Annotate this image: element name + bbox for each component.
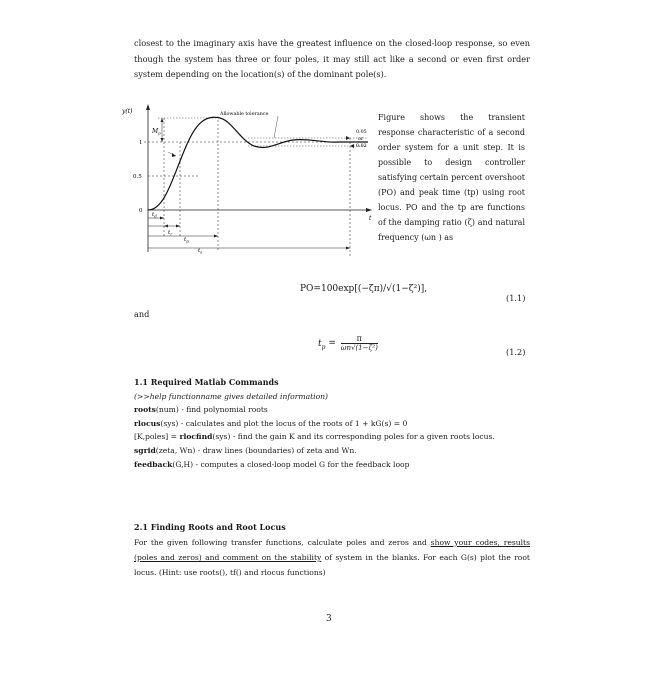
ts-label: $t_s$ bbox=[198, 248, 203, 255]
level-1-label: 1 bbox=[139, 140, 143, 146]
step-response-curve bbox=[148, 117, 368, 210]
tol-005: 0.05 bbox=[356, 130, 367, 135]
and-text: and bbox=[134, 309, 150, 319]
intro-paragraph: closest to the imaginary axis have the greatest influence on the closed-loop response, so even though the system has three or four poles, it may still act like a second or even first order system depending on the location(s) of the dominant pole(s). bbox=[134, 38, 530, 79]
section-2-1-body: For the given following transfer functions, calculate poles and zeros and show your codes, results (poles and zeros) and comment on the stability of system in the blanks. For each G(s) plot the root locus. (Hint: use roots(), tf() and rlocus functions) bbox=[134, 538, 530, 577]
equation-1-1-number: (1.1) bbox=[506, 293, 526, 303]
page-number: 3 bbox=[326, 614, 332, 624]
tp-label: $t_p$ bbox=[184, 237, 189, 244]
cmd-rlocfind: [K,poles] = rlocfind(sys) - find the gain K and its corresponding poles for a given roots locus. bbox=[134, 432, 495, 442]
step-response-figure bbox=[122, 102, 373, 262]
y-axis-label: y(t) bbox=[122, 108, 133, 115]
t-axis-label: t bbox=[369, 215, 372, 222]
mp-label: $M_p$ bbox=[152, 128, 161, 136]
section-required-commands bbox=[134, 376, 534, 471]
equation-1-1: PO=100exp[(−ζπ)/√(1−ζ²)], bbox=[300, 284, 428, 294]
tol-or: or bbox=[358, 137, 364, 142]
equation-1-2: $t_p$ = $\frac{\pi}{\text{ωn√(1−ζ²)}}$ bbox=[318, 334, 378, 352]
tol-002: 0.02 bbox=[356, 144, 367, 149]
cmd-rlocus: rlocus(sys) - calculates and plot the locus of the roots of 1 + kG(s) = 0 bbox=[134, 418, 408, 428]
allowable-tolerance-label: Allowable tolerance bbox=[220, 112, 269, 117]
section-2-1-title: 2.1 Finding Roots and Root Locus bbox=[134, 522, 286, 532]
cmd-sgrid: sgrid(zeta, Wn) - draw lines (boundaries) of zeta and Wn. bbox=[134, 445, 357, 455]
cmd-roots: roots(num) - find polynomial roots bbox=[134, 405, 268, 415]
section-1-1-title: 1.1 Required Matlab Commands bbox=[134, 377, 279, 387]
cmd-feedback: feedback(G,H) - computes a closed-loop model G for the feedback loop bbox=[134, 459, 410, 469]
level-0-label: 0 bbox=[139, 208, 143, 214]
section-roots-locus bbox=[134, 520, 530, 580]
equation-1-2-number: (1.2) bbox=[506, 347, 526, 357]
tr-label: $t_r$ bbox=[168, 230, 173, 237]
td-label: $t_d$ bbox=[152, 212, 157, 219]
help-line: (>>help functionname gives detailed information) bbox=[134, 391, 329, 401]
figure-description: Figure shows the transient response characteristic of a second order system for a unit step. It is possible to design controller satisfying certain percent overshoot (PO) and peak time (tp) using root locus. PO and the tp are functions of the damping ratio (ζ) and natural frequency (ωn ) as bbox=[378, 113, 525, 242]
level-05-label: 0.5 bbox=[133, 174, 142, 180]
